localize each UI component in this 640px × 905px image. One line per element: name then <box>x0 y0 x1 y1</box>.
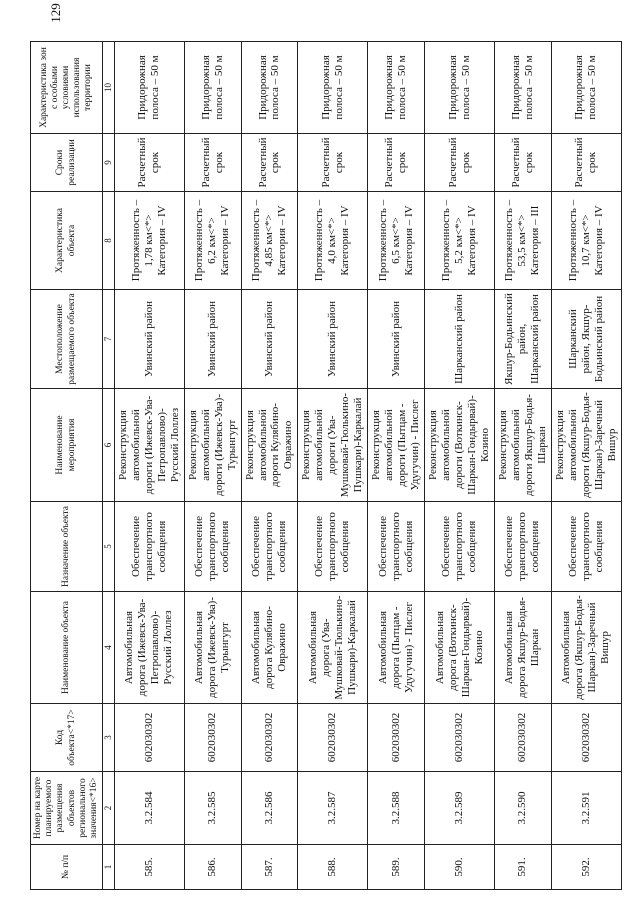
header-cell: Характеристика объекта <box>31 192 103 290</box>
table-cell: Реконструкция автомобильной дороги (Пытцам - Удугучин) - Пислег <box>368 389 425 502</box>
table-cell: Расчетный срок <box>298 134 368 192</box>
column-number: 3 <box>103 704 115 772</box>
table-cell: Придорожная полоса – 50 м <box>494 42 551 134</box>
header-cell: Характеристика зон с особыми условиями использования территории <box>31 42 103 134</box>
table-cell: Протяженность – 6,2 км<*> Категория – IV <box>184 192 241 290</box>
table-cell: Увинский район <box>298 290 368 389</box>
column-number: 9 <box>103 134 115 192</box>
table-cell: Автомобильная дорога Кулябино-Овражино <box>241 592 298 704</box>
table-cell: 585. <box>114 845 184 890</box>
table-cell: 602030302 <box>425 704 495 772</box>
table-row <box>494 42 551 890</box>
table-cell: Автомобильная дорога Якшур-Бодья-Шаркан <box>494 592 551 704</box>
table-cell: Расчетный срок <box>368 134 425 192</box>
table-cell: 602030302 <box>298 704 368 772</box>
table-cell: Увинский район <box>184 290 241 389</box>
table-cell: 3.2.590 <box>494 772 551 845</box>
table-cell: Реконструкция автомобильной дороги (Ижевск-Ува-Петропавлово)-Русский Лоллез <box>114 389 184 502</box>
table-cell: 3.2.587 <box>298 772 368 845</box>
table-cell: 3.2.589 <box>425 772 495 845</box>
table-cell: Расчетный срок <box>551 134 621 192</box>
header-cell: Код объекта<*17> <box>31 704 103 772</box>
page-number: 129 <box>48 3 63 23</box>
table-cell: Расчетный срок <box>241 134 298 192</box>
table-cell: Расчетный срок <box>184 134 241 192</box>
table-cell: Автомобильная дорога (Пытцам - Удугучин) - Пислег <box>368 592 425 704</box>
column-number: 10 <box>103 42 115 134</box>
table-cell: Обеспечение транспортного сообщения <box>298 502 368 592</box>
table-cell: Увинский район <box>114 290 184 389</box>
column-number: 6 <box>103 389 115 502</box>
table-cell: 592. <box>551 845 621 890</box>
table-cell: Придорожная полоса – 50 м <box>425 42 495 134</box>
header-cell: Назначение объекта <box>31 502 103 592</box>
table-cell: Автомобильная дорога (Якшур-Бодья-Шаркан)-Заречный Вишур <box>551 592 621 704</box>
column-number: 7 <box>103 290 115 389</box>
table-cell: Обеспечение транспортного сообщения <box>494 502 551 592</box>
table-cell: Придорожная полоса – 50 м <box>551 42 621 134</box>
table-cell: 602030302 <box>114 704 184 772</box>
table-cell: Шарканский район <box>425 290 495 389</box>
column-number: 4 <box>103 592 115 704</box>
table-cell: Обеспечение транспортного сообщения <box>114 502 184 592</box>
table-cell: 590. <box>425 845 495 890</box>
table-cell: 602030302 <box>184 704 241 772</box>
table-cell: 3.2.584 <box>114 772 184 845</box>
table-cell: Протяженность – 10,7 км<*> Категория – IV <box>551 192 621 290</box>
table-cell: Автомобильная дорога (Ижевск-Ува-Петропавлово)-Русский Лоллез <box>114 592 184 704</box>
table-cell: Протяженность – 1,78 км<*> Категория – IV <box>114 192 184 290</box>
table-row <box>551 42 621 890</box>
table-cell: 3.2.586 <box>241 772 298 845</box>
column-number: 2 <box>103 772 115 845</box>
table-cell: Придорожная полоса – 50 м <box>241 42 298 134</box>
table-row <box>425 42 495 890</box>
header-cell: Сроки реализации <box>31 134 103 192</box>
table-cell: Расчетный срок <box>114 134 184 192</box>
header-cell: Наименование объекта <box>31 592 103 704</box>
table-cell: Расчетный срок <box>425 134 495 192</box>
table-cell: Автомобильная дорога (Воткинск-Шаркан-Гондырвай)-Козино <box>425 592 495 704</box>
table-cell: Реконструкция автомобильной дороги Кулябино-Овражино <box>241 389 298 502</box>
table-cell: Автомобильная дорога (Ува-Мушковай-Тюлькино-Пушкари)-Каркалай <box>298 592 368 704</box>
table-row <box>184 42 241 890</box>
table-cell: Протяженность – 5,2 км<*> Категория – IV <box>425 192 495 290</box>
table-cell: Протяженность – 4,85 км<*> Категория – IV <box>241 192 298 290</box>
table-cell: 3.2.588 <box>368 772 425 845</box>
table-row <box>298 42 368 890</box>
rotated-page <box>30 3 618 890</box>
table-cell: Обеспечение транспортного сообщения <box>425 502 495 592</box>
table-row <box>114 42 184 890</box>
table-cell: Увинский район <box>241 290 298 389</box>
table-cell: Якшур-Бодьинский район, Шарканский район <box>494 290 551 389</box>
table-cell: Обеспечение транспортного сообщения <box>368 502 425 592</box>
table-cell: Придорожная полоса – 50 м <box>184 42 241 134</box>
table-cell: 586. <box>184 845 241 890</box>
table-cell: Протяженность – 53,5 км<*> Категория – III <box>494 192 551 290</box>
table-cell: Расчетный срок <box>494 134 551 192</box>
table-cell: Реконструкция автомобильной дороги (Якшур-Бодья-Шаркан)-Заречный Вишур <box>551 389 621 502</box>
table-cell: Придорожная полоса – 50 м <box>298 42 368 134</box>
table-header-row <box>31 42 103 890</box>
table-cell: Обеспечение транспортного сообщения <box>241 502 298 592</box>
column-number: 5 <box>103 502 115 592</box>
table-cell: Обеспечение транспортного сообщения <box>184 502 241 592</box>
table-cell: 602030302 <box>494 704 551 772</box>
column-number: 1 <box>103 845 115 890</box>
table-cell: 588. <box>298 845 368 890</box>
table-cell: Автомобильная дорога (Ижевск-Ува)-Турынгурт <box>184 592 241 704</box>
header-cell: Номер на карте планируемого размещения объектов регионального значения<*16> <box>31 772 103 845</box>
header-cell: № п/п <box>31 845 103 890</box>
column-number-row <box>103 42 115 890</box>
table-cell: Реконструкция автомобильной дороги (Ува-Мушковай-Тюлькино-Пушкари)-Каркалай <box>298 389 368 502</box>
table-cell: Придорожная полоса – 50 м <box>114 42 184 134</box>
table-cell: Протяженность – 6,5 км<*> Категория – IV <box>368 192 425 290</box>
table-cell: Протяженность – 4,0 км<*> Категория – IV <box>298 192 368 290</box>
header-cell: Наименование мероприятия <box>31 389 103 502</box>
table-cell: Реконструкция автомобильной дороги Якшур-Бодья-Шаркан <box>494 389 551 502</box>
table-cell: 602030302 <box>551 704 621 772</box>
table-cell: 587. <box>241 845 298 890</box>
table-cell: Обеспечение транспортного сообщения <box>551 502 621 592</box>
table-cell: 602030302 <box>368 704 425 772</box>
table-row <box>241 42 298 890</box>
table-cell: 591. <box>494 845 551 890</box>
table-row <box>368 42 425 890</box>
table-cell: Шарканский район, Якшур-Бодьинский район <box>551 290 621 389</box>
table-cell: 3.2.585 <box>184 772 241 845</box>
header-cell: Местоположение размещаемого объекта <box>31 290 103 389</box>
table-cell: Увинский район <box>368 290 425 389</box>
table-cell: Реконструкция автомобильной дороги (Воткинск-Шаркан-Гондырвай)-Козино <box>425 389 495 502</box>
regional-objects-table <box>30 41 622 890</box>
table-cell: 589. <box>368 845 425 890</box>
table-cell: 3.2.591 <box>551 772 621 845</box>
table-body <box>114 42 621 890</box>
table-cell: 602030302 <box>241 704 298 772</box>
table-cell: Реконструкция автомобильной дороги (Ижевск-Ува)-Турынгурт <box>184 389 241 502</box>
table-cell: Придорожная полоса – 50 м <box>368 42 425 134</box>
column-number: 8 <box>103 192 115 290</box>
